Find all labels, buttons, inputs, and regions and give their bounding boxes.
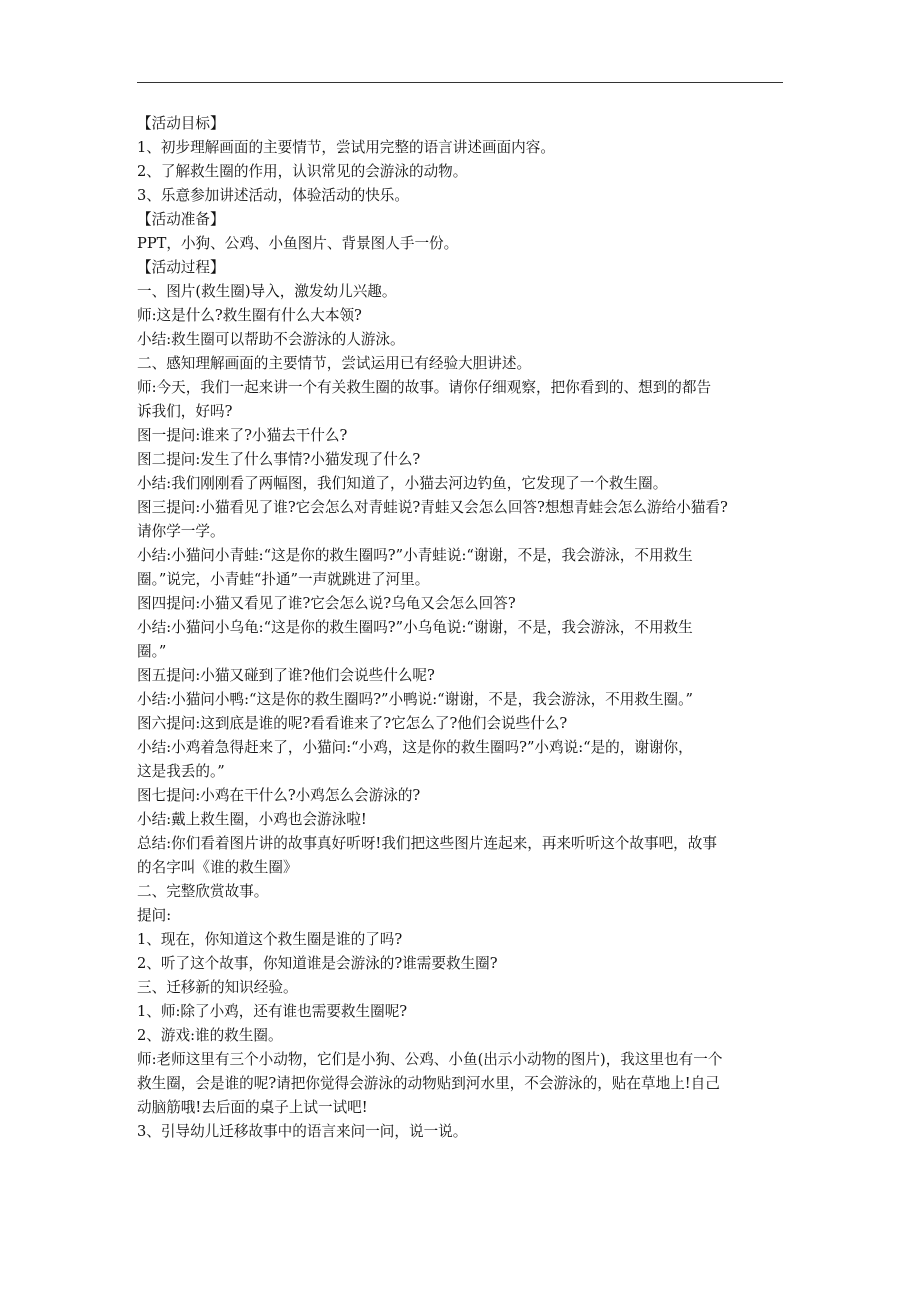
text-line: 【活动准备】 xyxy=(137,211,225,228)
text-line: 图七提问:小鸡在干什么?小鸡怎么会游泳的? xyxy=(137,787,421,804)
text-line: 小结:小猫问小鸭:“这是你的救生圈吗?”小鸭说:“谢谢，不是，我会游泳，不用救生圈。” xyxy=(137,691,693,708)
text-line: 小结:小猫问小青蛙:“这是你的救生圈吗?”小青蛙说:“谢谢，不是，我会游泳，不用救生 xyxy=(137,547,693,564)
text-line: 小结:戴上救生圈，小鸡也会游泳啦! xyxy=(137,811,367,828)
text-line: 二、完整欣赏故事。 xyxy=(137,883,269,900)
text-line: 圈。”说完，小青蛙“扑通”一声就跳进了河里。 xyxy=(137,571,430,588)
text-line: 小结:小鸡着急得赶来了，小猫问:“小鸡，这是你的救生圈吗?”小鸡说:“是的，谢谢你， xyxy=(137,739,693,756)
text-line: 图五提问:小猫又碰到了谁?他们会说些什么呢? xyxy=(137,667,435,684)
text-line: 2、听了这个故事，你知道谁是会游泳的?谁需要救生圈? xyxy=(137,955,498,972)
text-line: 三、迁移新的知识经验。 xyxy=(137,979,298,996)
text-line: 图六提问:这到底是谁的呢?看看谁来了?它怎么了?他们会说些什么? xyxy=(137,715,568,732)
text-line: 2、游戏:谁的救生圈。 xyxy=(137,1027,283,1044)
text-line: 诉我们，好吗? xyxy=(137,403,233,420)
text-line: PPT，小狗、公鸡、小鱼图片、背景图人手一份。 xyxy=(137,235,459,252)
text-line: 【活动目标】 xyxy=(137,115,225,132)
text-line: 请你学一学。 xyxy=(137,523,225,540)
text-line: 1、初步理解画面的主要情节，尝试用完整的语言讲述画面内容。 xyxy=(137,139,555,156)
text-line: 一、图片(救生圈)导入，激发幼儿兴趣。 xyxy=(137,283,397,300)
document-body xyxy=(137,112,787,1144)
text-line: 3、引导幼儿迁移故事中的语言来问一问，说一说。 xyxy=(137,1123,468,1140)
text-line: 动脑筋哦!去后面的桌子上试一试吧! xyxy=(137,1099,368,1116)
text-line: 3、乐意参加讲述活动，体验活动的快乐。 xyxy=(137,187,409,204)
text-line: 救生圈，会是谁的呢?请把你觉得会游泳的动物贴到河水里，不会游泳的，贴在草地上!自己 xyxy=(137,1075,720,1092)
text-line: 师:这是什么?救生圈有什么大本领? xyxy=(137,307,362,324)
text-line: 小结:救生圈可以帮助不会游泳的人游泳。 xyxy=(137,331,405,348)
text-line: 图二提问:发生了什么事情?小猫发现了什么? xyxy=(137,451,421,468)
header-rule xyxy=(137,82,783,83)
text-line: 的名字叫《谁的救生圈》 xyxy=(137,859,298,876)
text-line: 小结:小猫问小乌龟:“这是你的救生圈吗?”小乌龟说:“谢谢，不是，我会游泳，不用救生 xyxy=(137,619,693,636)
text-line: 师:老师这里有三个小动物，它们是小狗、公鸡、小鱼(出示小动物的图片)，我这里也有一个 xyxy=(137,1051,723,1068)
text-line: 1、现在，你知道这个救生圈是谁的了吗? xyxy=(137,931,403,948)
text-line: 师:今天，我们一起来讲一个有关救生圈的故事。请你仔细观察，把你看到的、想到的都告 xyxy=(137,379,712,396)
text-line: 二、感知理解画面的主要情节，尝试运用已有经验大胆讲述。 xyxy=(137,355,532,372)
text-line: 图三提问:小猫看见了谁?它会怎么对青蛙说?青蛙又会怎么回答?想想青蛙会怎么游给小猫看? xyxy=(137,499,728,516)
text-line: 图四提问:小猫又看见了谁?它会怎么说?乌龟又会怎么回答? xyxy=(137,595,516,612)
text-line: 1、师:除了小鸡，还有谁也需要救生圈呢? xyxy=(137,1003,408,1020)
text-line: 总结:你们看着图片讲的故事真好听呀!我们把这些图片连起来，再来听听这个故事吧，故事 xyxy=(137,835,717,852)
text-line: 【活动过程】 xyxy=(137,259,225,276)
text-line: 这是我丢的。” xyxy=(137,763,225,780)
text-line: 2、了解救生圈的作用，认识常见的会游泳的动物。 xyxy=(137,163,468,180)
text-line: 小结:我们刚刚看了两幅图，我们知道了，小猫去河边钓鱼，它发现了一个救生圈。 xyxy=(137,475,668,492)
text-line: 提问: xyxy=(137,907,172,924)
text-line: 圈。” xyxy=(137,643,167,660)
text-line: 图一提问:谁来了?小猫去干什么? xyxy=(137,427,348,444)
